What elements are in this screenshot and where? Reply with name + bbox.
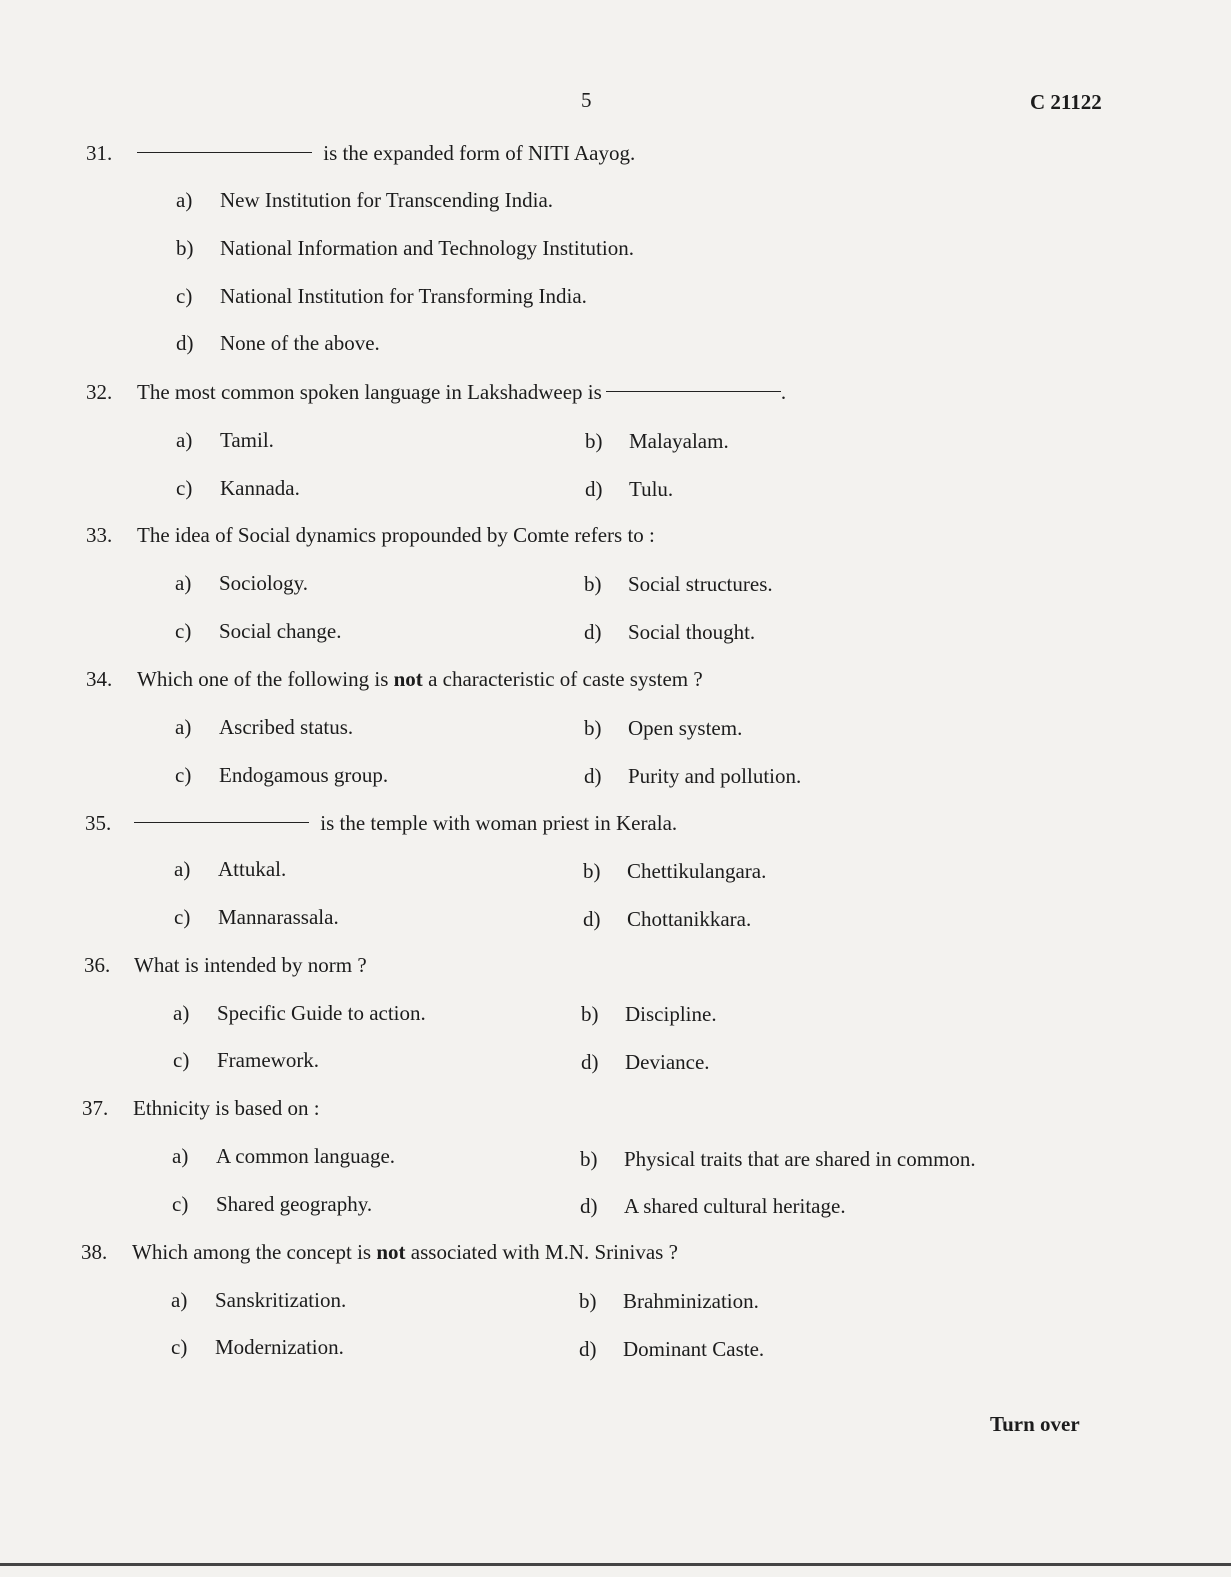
question-text: What is intended by norm ? bbox=[134, 953, 367, 977]
option-b: b) Discipline. bbox=[581, 1002, 717, 1026]
option-b: b) National Information and Technology Institution. bbox=[176, 236, 634, 260]
question-number: 31. bbox=[86, 141, 113, 165]
option-b: b) Social structures. bbox=[584, 572, 773, 596]
option-d: d) Social thought. bbox=[584, 620, 756, 644]
question-text: Which one of the following is not a characteristic of caste system ? bbox=[137, 667, 703, 691]
question-text: Which among the concept is not associated with M.N. Srinivas ? bbox=[132, 1240, 678, 1264]
option-b: b) Chettikulangara. bbox=[583, 859, 767, 883]
question-number: 38. bbox=[81, 1240, 108, 1264]
option-a: a) A common language. bbox=[172, 1144, 396, 1168]
question-number: 33. bbox=[86, 523, 113, 547]
option-b: b) Open system. bbox=[584, 716, 743, 740]
answer-blank bbox=[137, 152, 312, 153]
page-number: 5 bbox=[581, 88, 592, 112]
option-a: a) Attukal. bbox=[174, 857, 287, 881]
option-a: a) New Institution for Transcending India. bbox=[176, 188, 554, 212]
option-d: d) Tulu. bbox=[585, 477, 674, 501]
option-a: a) Specific Guide to action. bbox=[173, 1001, 426, 1025]
question-text: is the expanded form of NITI Aayog. bbox=[137, 141, 635, 166]
option-c: c) Modernization. bbox=[171, 1335, 344, 1359]
option-a: a) Tamil. bbox=[176, 428, 274, 452]
option-b: b) Physical traits that are shared in common. bbox=[580, 1147, 976, 1171]
option-b: b) Brahminization. bbox=[579, 1289, 759, 1313]
option-d: d) None of the above. bbox=[176, 331, 380, 355]
option-c: c) Framework. bbox=[173, 1048, 320, 1072]
question-text: The most common spoken language in Lakshadweep is . bbox=[137, 380, 787, 404]
question-number: 32. bbox=[86, 380, 113, 404]
option-d: d) Dominant Caste. bbox=[579, 1337, 765, 1361]
option-c: c) Mannarassala. bbox=[174, 905, 339, 929]
option-c: c) Endogamous group. bbox=[175, 763, 389, 787]
question-number: 34. bbox=[86, 667, 113, 691]
option-c: c) Shared geography. bbox=[172, 1192, 373, 1216]
option-a: a) Ascribed status. bbox=[175, 715, 354, 739]
question-number: 35. bbox=[85, 811, 112, 835]
page-edge-rule bbox=[0, 1563, 1231, 1566]
question-text: is the temple with woman priest in Kerala. bbox=[134, 811, 677, 836]
option-d: d) A shared cultural heritage. bbox=[580, 1194, 846, 1218]
answer-blank bbox=[134, 822, 309, 823]
option-c: c) Kannada. bbox=[176, 476, 300, 500]
turn-over-note: Turn over bbox=[990, 1412, 1080, 1436]
question-number: 36. bbox=[84, 953, 111, 977]
answer-blank bbox=[606, 391, 781, 392]
option-a: a) Sanskritization. bbox=[171, 1288, 347, 1312]
option-d: d) Purity and pollution. bbox=[584, 764, 802, 788]
option-a: a) Sociology. bbox=[175, 571, 309, 595]
question-text: Ethnicity is based on : bbox=[133, 1096, 320, 1120]
question-text: The idea of Social dynamics propounded by Comte refers to : bbox=[137, 523, 655, 547]
paper-code: C 21122 bbox=[1030, 90, 1102, 114]
option-c: c) National Institution for Transforming India. bbox=[176, 284, 587, 308]
question-number: 37. bbox=[82, 1096, 109, 1120]
option-d: d) Chottanikkara. bbox=[583, 907, 752, 931]
option-c: c) Social change. bbox=[175, 619, 342, 643]
option-d: d) Deviance. bbox=[581, 1050, 710, 1074]
option-b: b) Malayalam. bbox=[585, 429, 729, 453]
